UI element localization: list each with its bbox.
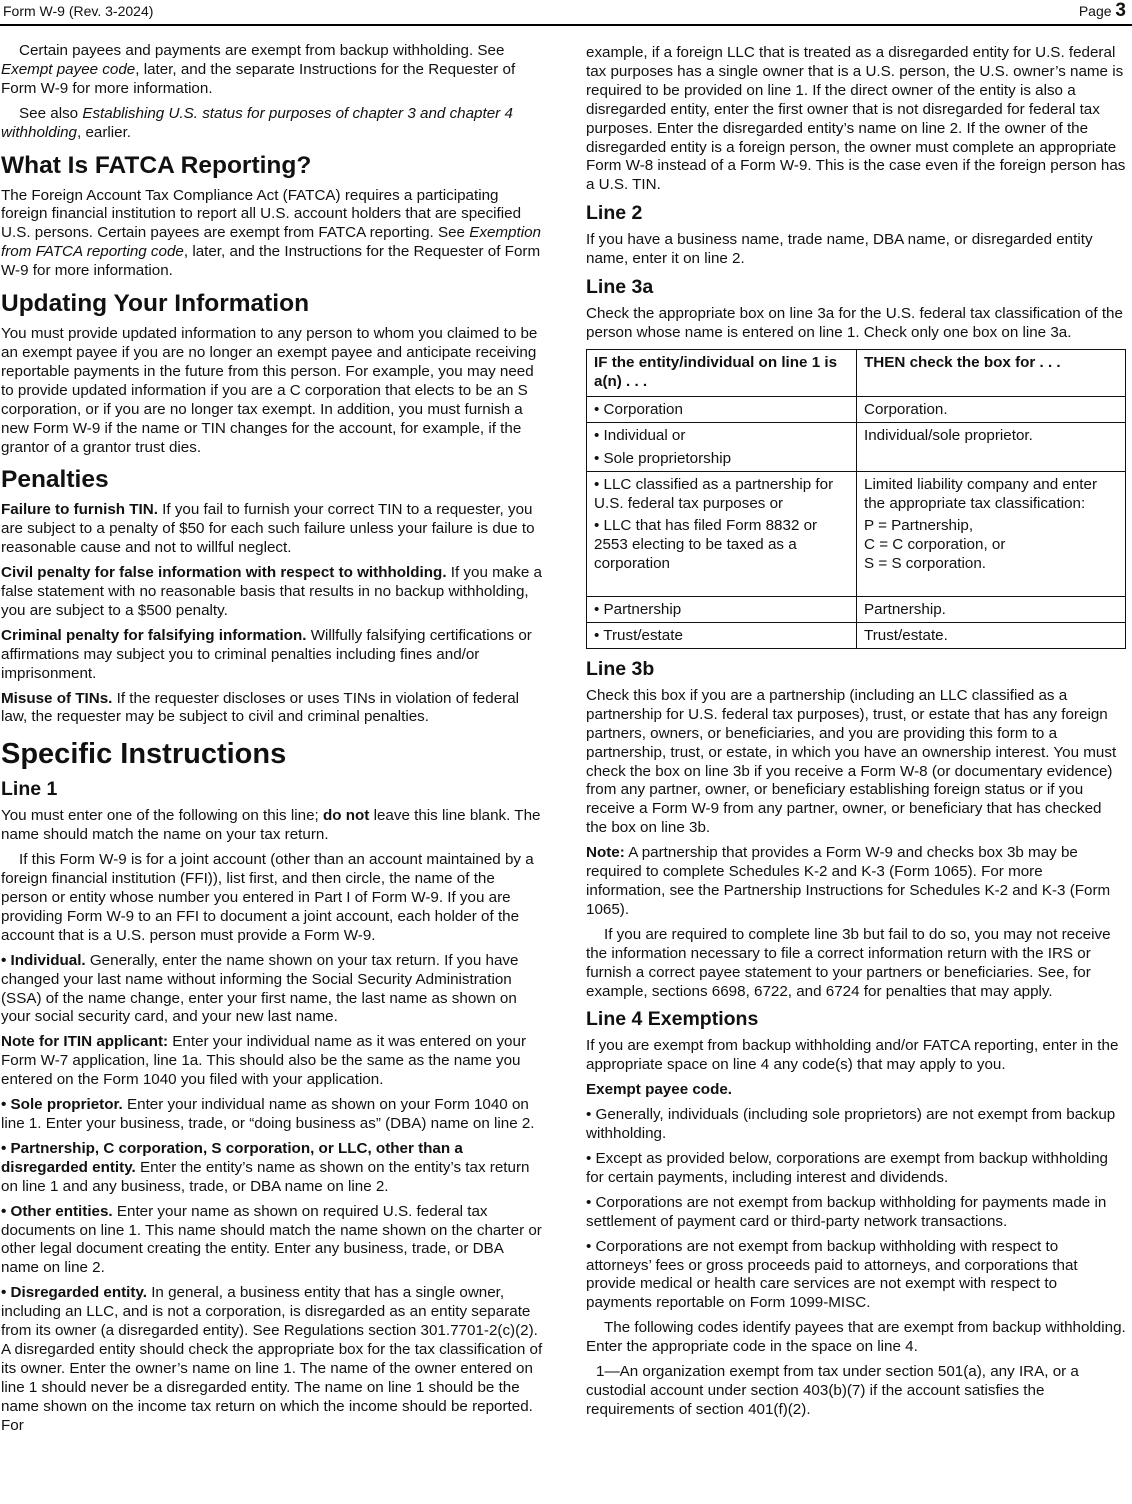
table-row bbox=[587, 597, 1126, 623]
paragraph: You must enter one of the following on this line; do not leave this line blank. The name should match the name on your tax return. bbox=[1, 807, 541, 844]
cell-line: • Individual or bbox=[594, 426, 686, 444]
heading-line4: Line 4 Exemptions bbox=[586, 1008, 759, 1031]
paragraph: Note: A partnership that provides a Form W-9 and checks box 3b may be required to complete Schedules K-2 and K-3 (Form 1065). For more information, see the Partnership Instructions for Schedules K-2 and K-3 (Form 1065). bbox=[586, 844, 1111, 918]
paragraph: The following codes identify payees that are exempt from backup withholding. Enter the appropriate code in the space on line 4. bbox=[586, 1319, 1126, 1356]
heading-line3a: Line 3a bbox=[586, 276, 654, 299]
list-item: • Except as provided below, corporations are exempt from backup withholding for certain payments, including interest and dividends. bbox=[586, 1149, 1108, 1186]
paragraph: Misuse of TINs. If the requester discloses or uses TINs in violation of federal law, the requester may be subject to civil and criminal penalties. bbox=[1, 689, 520, 726]
table-row bbox=[587, 623, 1126, 649]
cell-line: • Sole proprietorship bbox=[594, 449, 732, 467]
right-column bbox=[586, 44, 1126, 1426]
table-cell: • Corporation bbox=[587, 396, 857, 422]
table-header-row bbox=[587, 349, 1126, 396]
table-cell: Corporation. bbox=[857, 396, 1126, 422]
table-cell: Individual/sole proprietor. bbox=[857, 422, 1126, 471]
table-cell bbox=[587, 422, 857, 471]
table-cell bbox=[587, 471, 857, 597]
table-cell: • Trust/estate bbox=[587, 623, 857, 649]
paragraph: • Individual. Generally, enter the name shown on your tax return. If you have changed your last name without informing the Social Security Administration (SSA) of the name change, enter your first name, the last name as shown on your social security card, and your new last name. bbox=[1, 951, 519, 1026]
paragraph: • Disregarded entity. In general, a business entity that has a single owner, including an LLC, and is not a corporation, is disregarded as an entity separate from its owner (a disregarded entity). See Regulations section 301.7701-2(c)(2). A disregarded entity should check the appropriate box for the tax classification of its owner. Enter the owner’s name on line 1. The name of the owner entered on line 1 should never be a disregarded entity. The name on line 1 should be the name shown on the income tax return on which the income should be reported. For bbox=[1, 1284, 543, 1434]
page-word: Page bbox=[1078, 3, 1112, 19]
cell-line: S = S corporation. bbox=[864, 555, 986, 573]
table-row bbox=[587, 422, 1126, 471]
list-item: • Corporations are not exempt from backup withholding with respect to attorneys’ fees or gross proceeds paid to attorneys, and corporations that provide medical or health care services are not exempt with respect to payments reportable on Form 1099-MISC. bbox=[586, 1237, 1078, 1312]
paragraph: • Other entities. Enter your name as shown on required U.S. federal tax documents on line 1. This name should match the name shown on the charter or other legal document creating the entity. Enter any business, trade, or DBA name on line 2. bbox=[1, 1202, 542, 1277]
list-item: • Generally, individuals (including sole proprietors) are not exempt from backup withholding. bbox=[586, 1106, 1116, 1143]
list-item: 1—An organization exempt from tax under section 501(a), any IRA, or a custodial account under section 403(b)(7) if the account satisfies the requirements of section 401(f)(2). bbox=[586, 1363, 1079, 1418]
heading-line2: Line 2 bbox=[586, 202, 643, 225]
paragraph: example, if a foreign LLC that is treated as a disregarded entity for U.S. federal tax purposes has a single owner that is a U.S. person, the U.S. owner’s name is required to be provided on line 1. If the direct owner of the entity is also a disregarded entity, enter the first owner that is not disregarded for federal tax purposes. Enter the disregarded entity’s name on line 2. If the owner of the disregarded entity is a foreign person, the owner must complete an appropriate Form W-8 instead of a Form W-9. This is the case even if the foreign person has a U.S. TIN. bbox=[586, 44, 1126, 194]
page-number-label bbox=[1079, 0, 1126, 22]
table-cell bbox=[857, 471, 1126, 597]
page-header bbox=[0, 0, 1132, 26]
heading-fatca: What Is FATCA Reporting? bbox=[1, 151, 312, 179]
heading-line3b: Line 3b bbox=[586, 657, 655, 680]
table-cell: Trust/estate. bbox=[857, 623, 1126, 649]
paragraph: Check the appropriate box on line 3a for the U.S. federal tax classification of the person whose name is entered on line 1. Check only one box on line 3a. bbox=[586, 305, 1123, 341]
paragraph: • Partnership, C corporation, S corporation, or LLC, other than a disregarded entity. Enter the entity’s name as shown on the entity’s tax return on line 1 and any business, trade, or DBA name on line 2. bbox=[1, 1139, 530, 1195]
classification-table bbox=[586, 349, 1126, 649]
paragraph: • Sole proprietor. Enter your individual name as shown on your Form 1040 on line 1. Enter your business, trade, or “doing business as” (DBA) name on line 2. bbox=[1, 1096, 535, 1132]
left-column bbox=[1, 42, 543, 1441]
table-header-cell: THEN check the box for . . . bbox=[857, 349, 1126, 396]
cell-line: Limited liability company and enter the appropriate tax classification: bbox=[864, 475, 1097, 512]
paragraph: Certain payees and payments are exempt from backup withholding. See Exempt payee code, later, and the separate Instructions for the Requester of Form W-9 for more information. bbox=[1, 42, 516, 97]
cell-line: • LLC classified as a partnership for U.S. federal tax purposes or bbox=[594, 475, 834, 512]
paragraph: If you are required to complete line 3b but fail to do so, you may not receive the information necessary to file a correct information return with the IRS or furnish a correct payee statement to your partners or beneficiaries. See, for example, sections 6698, 6722, and 6724 for penalties that may apply. bbox=[586, 925, 1111, 1000]
table-cell: Partnership. bbox=[857, 597, 1126, 623]
cell-line: P = Partnership, bbox=[864, 517, 974, 535]
cell-line: • LLC that has filed Form 8832 or 2553 electing to be taxed as a corporation bbox=[594, 517, 818, 573]
paragraph: Civil penalty for false information with respect to withholding. If you make a false statement with no reasonable basis that results in no backup withholding, you are subject to a $500 penalty. bbox=[1, 564, 542, 619]
heading-penalties: Penalties bbox=[1, 466, 109, 494]
list-item: • Corporations are not exempt from backup withholding for payments made in settlement of payment card or third-party network transactions. bbox=[586, 1193, 1107, 1230]
heading-updating: Updating Your Information bbox=[1, 290, 310, 318]
page-number: 3 bbox=[1115, 0, 1126, 21]
paragraph: You must provide updated information to any person to whom you claimed to be an exempt payee if you are no longer an exempt payee and anticipate receiving reportable payments in the future from this person. For example, you may need to provide updated information if you are a C corporation that elects to be an S corporation, or if you are no longer tax exempt. In addition, you must furnish a new Form W-9 if the name or TIN changes for the account, for example, if the grantor of a grantor trust dies. bbox=[1, 325, 538, 456]
table-row bbox=[587, 471, 1126, 597]
paragraph: If this Form W-9 is for a joint account (other than an account maintained by a foreign financial institution (FFI)), list first, and then circle, the name of the person or entity whose number you entered in Part I of Form W-9. If you are providing Form W-9 to an FFI to document a joint account, each holder of the account that is a U.S. person must provide a Form W-9. bbox=[1, 851, 534, 944]
paragraph: The Foreign Account Tax Compliance Act (FATCA) requires a participating foreign financial institution to report all U.S. account holders that are specified U.S. persons. Certain payees are exempt from FATCA reporting. See Exemption from FATCA reporting code, later, and the Instructions for the Requester of Form W-9 for more information. bbox=[1, 186, 541, 280]
heading-line1: Line 1 bbox=[1, 778, 58, 801]
paragraph: Note for ITIN applicant: Enter your individual name as it was entered on your Form W-7 application, line 1a. This should also be the same as the name you entered on the Form 1040 you filed with your application. bbox=[1, 1033, 527, 1089]
form-label: Form W-9 (Rev. 3-2024) bbox=[3, 3, 154, 19]
paragraph: Check this box if you are a partnership (including an LLC classified as a partnership for U.S. federal tax purposes), trust, or estate that has any foreign partners, owners, or beneficiaries, and you are providing this form to a partnership, trust, or estate, in which you have an ownership interest. You must check the box on line 3b if you receive a Form W-8 (or documentary evidence) from any partner, owner, or beneficiary establishing foreign status or if you receive a Form W-9 from any partner, owner, or beneficiary that has checked the box on line 3b. bbox=[586, 686, 1117, 837]
cell-line: C = C corporation, or bbox=[864, 536, 1006, 554]
paragraph: Failure to furnish TIN. If you fail to furnish your correct TIN to a requester, you are subject to a penalty of $50 for each such failure unless your failure is due to reasonable cause and not to willful neglect. bbox=[1, 501, 535, 557]
subheading-exempt-payee-code: Exempt payee code. bbox=[586, 1081, 733, 1099]
table-cell: • Partnership bbox=[587, 597, 857, 623]
table-header-cell: IF the entity/individual on line 1 is a(n) . . . bbox=[587, 349, 857, 396]
heading-specific-instructions: Specific Instructions bbox=[1, 738, 287, 771]
paragraph: If you have a business name, trade name, DBA name, or disregarded entity name, enter it on line 2. bbox=[586, 231, 1093, 268]
paragraph: If you are exempt from backup withholding and/or FATCA reporting, enter in the appropriate space on line 4 any code(s) that may apply to you. bbox=[586, 1037, 1119, 1074]
table-row bbox=[587, 396, 1126, 422]
paragraph: See also Establishing U.S. status for purposes of chapter 3 and chapter 4 withholding, earlier. bbox=[1, 104, 513, 141]
paragraph: Criminal penalty for falsifying information. Willfully falsifying certifications or affirmations may subject you to criminal penalties including fines and/or imprisonment. bbox=[1, 626, 532, 682]
